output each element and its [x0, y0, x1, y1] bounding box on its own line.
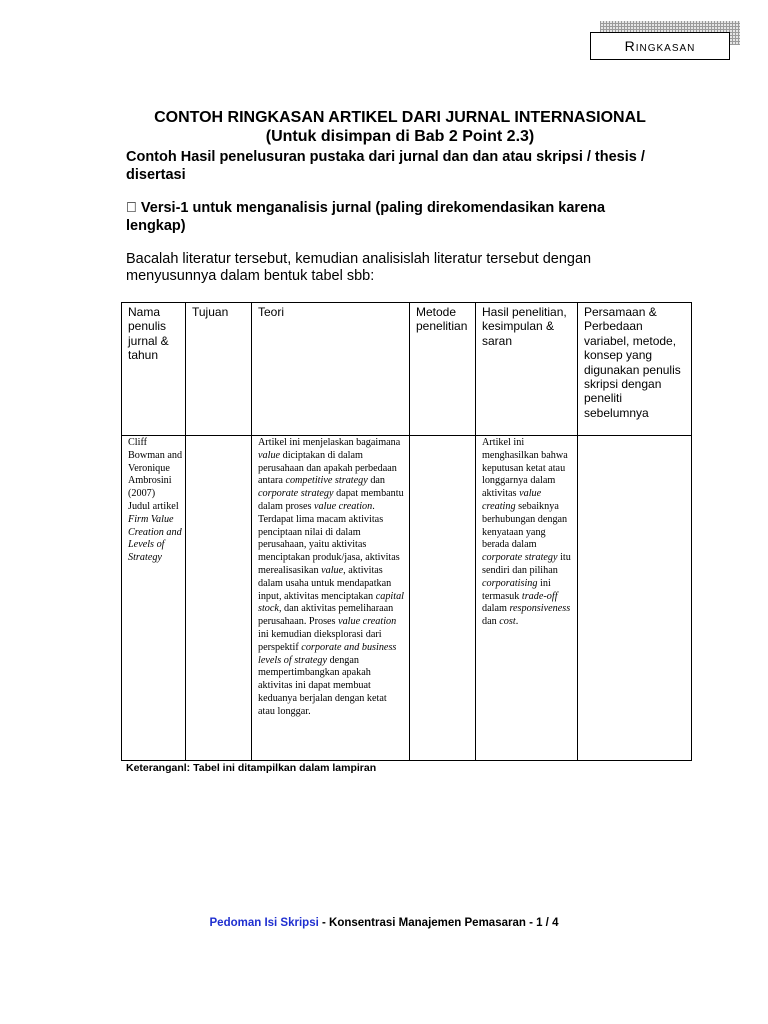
header-metode: Metode penelitian	[410, 303, 476, 436]
italic-term: corporatising	[482, 577, 538, 589]
text-run: ini termasuk	[482, 577, 551, 602]
text-run: dan	[482, 616, 500, 628]
table-note: Keteranganl: Tabel ini ditampilkan dalam lampiran	[126, 762, 377, 774]
footer-concentration: - Konsentrasi Manajemen Pemasaran - 1 / 4	[318, 917, 559, 929]
italic-term: corporate strategy	[258, 488, 334, 500]
text-run: itu sendiri dan pilihan	[482, 552, 571, 576]
table-header-row	[122, 303, 692, 436]
header-tag	[590, 25, 740, 62]
text-run: ini kemudian dieksplorasi dari perspektif	[258, 628, 382, 653]
cell-judul: Firm Value Creation and Levels of Strategy	[128, 513, 182, 564]
header-tujuan: Tujuan	[186, 303, 252, 436]
header-nama-penulis: Nama penulis jurnal & tahun	[122, 303, 186, 436]
intro-paragraph: Bacalah literatur tersebut, kemudian analisislah literatur tersebut dengan menyusunnya dalam bentuk tabel sbb:	[126, 251, 592, 284]
text-run: sebaiknya berhubungan dengan kenyataan yang berada dalam	[482, 500, 568, 551]
cell-teori	[252, 436, 410, 761]
cell-tujuan	[186, 436, 252, 761]
italic-term: responsiveness	[509, 603, 571, 615]
cell-judul-label: Judul artikel	[128, 500, 179, 512]
italic-term: value creation	[314, 500, 373, 512]
italic-term: value creating	[482, 488, 542, 512]
footer	[0, 917, 768, 929]
italic-term: trade-off	[521, 590, 558, 602]
text-run: , aktivitas dalam usaha untuk mendapatkan input, aktivitas menciptakan	[258, 564, 392, 602]
italic-term: corporate and business levels of strategy	[258, 641, 397, 666]
header-persamaan: Persamaan & Perbedaan variabel, metode, konsep yang digunakan penulis skripsi dengan peneliti sebelumnya	[578, 303, 692, 436]
cell-penulis	[122, 436, 186, 761]
title-line-2: (Untuk disimpan di Bab 2 Point 2.3)	[265, 128, 535, 145]
text-run: . Terdapat lima macam aktivitas penciptaan nilai di dalam perusahaan, yaitu aktivitas menciptakan produk/jasa, aktivitas merealisasikan	[258, 500, 400, 576]
header-teori: Teori	[252, 303, 410, 436]
title-line-1: CONTOH RINGKASAN ARTIKEL DARI JURNAL INTERNASIONAL	[154, 109, 646, 126]
text-run: dan	[367, 475, 386, 487]
italic-term: value creation	[338, 616, 397, 628]
header-tag-label: Ringkasan	[590, 32, 730, 60]
cell-hasil	[476, 436, 578, 761]
italic-term: value	[321, 564, 344, 576]
subheading: Contoh Hasil penelusuran pustaka dari jurnal dan dan atau skripsi / thesis / disertasi	[126, 149, 645, 183]
italic-term: capital stock	[258, 590, 404, 615]
cell-metode	[410, 436, 476, 761]
italic-term: corporate strategy	[482, 552, 558, 564]
text-run: dengan mempertimbangkan apakah aktivitas ini dapat membuat keduanya berjalan dengan ketat atau longgar.	[258, 654, 387, 717]
footer-guide-title: Pedoman Isi Skripsi	[209, 917, 319, 929]
text-run: , dan aktivitas pemeliharaan perusahaan. Proses	[258, 603, 394, 628]
table-row	[122, 436, 692, 761]
literature-table	[121, 302, 692, 761]
cell-authors: Cliff Bowman and Veronique Ambrosini (2007)	[128, 437, 183, 500]
cell-persamaan	[578, 436, 692, 761]
text-run: .	[515, 616, 519, 628]
page-title	[120, 108, 680, 146]
text-run: diciptakan di dalam perusahaan dan apakah perbedaan antara	[258, 449, 397, 487]
text-run: Artikel ini menghasilkan bahwa keputusan ketat atau longgarnya dalam aktivitas	[482, 437, 568, 500]
text-run: dapat membantu dalam proses	[258, 488, 404, 512]
header-hasil: Hasil penelitian, kesimpulan & saran	[476, 303, 578, 436]
italic-term: value	[258, 449, 281, 461]
versi-bullet: Versi-1 untuk menganalisis jurnal (paling direkomendasikan karena lengkap)	[126, 200, 591, 234]
text-run: Artikel ini menjelaskan bagaimana	[258, 437, 401, 448]
italic-term: cost	[499, 616, 516, 628]
text-run: dalam	[482, 603, 510, 615]
italic-term: competitive strategy	[285, 475, 368, 487]
